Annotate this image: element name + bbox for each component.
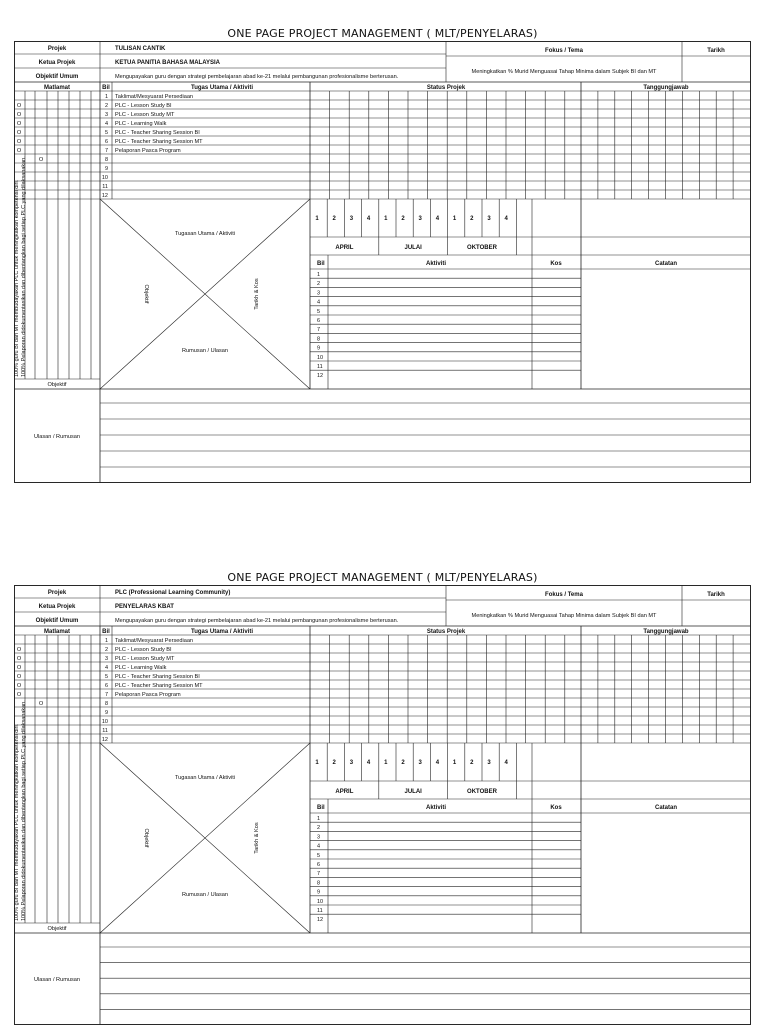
aktiviti-number: 3 — [317, 290, 321, 297]
ketua-projek-label: Ketua Projek — [38, 604, 76, 610]
aktiviti-number: 10 — [317, 354, 324, 361]
row-marker: O — [16, 656, 22, 662]
objective-vertical-1: 100% guru BI dan MT membudayakan PLC untuk meningkatkan kompetensi diri. — [14, 179, 20, 377]
week-number: 2 — [470, 760, 474, 766]
projek-value: PLC (Professional Learning Community) — [115, 590, 231, 596]
row-marker: O — [16, 674, 22, 680]
month-label: JULAI — [404, 245, 422, 251]
task-name: PLC - Lesson Study MT — [115, 656, 175, 662]
aktiviti-bil-header: Bil — [317, 261, 325, 267]
aktiviti-number: 9 — [317, 889, 321, 896]
aktiviti-number: 4 — [317, 299, 321, 306]
row-marker: O — [16, 148, 22, 154]
x-label-left: Objektif — [143, 828, 149, 848]
task-number: 6 — [104, 683, 108, 689]
task-name: PLC - Lesson Study BI — [115, 103, 172, 109]
opm-grid — [14, 41, 751, 483]
aktiviti-number: 2 — [317, 825, 321, 832]
task-number: 9 — [104, 166, 108, 172]
page-title: ONE PAGE PROJECT MANAGEMENT ( MLT/PENYELARAS) — [227, 571, 538, 584]
objektif-umum-label: Objektif Umum — [35, 74, 79, 80]
aktiviti-number: 11 — [317, 364, 323, 370]
task-name: Taklimat/Mesyuarat Persediaan — [115, 94, 194, 100]
task-number: 2 — [104, 103, 108, 109]
ketua-projek-value: KETUA PANITIA BAHASA MALAYSIA — [115, 60, 221, 66]
matlamat-header: Matlamat — [43, 629, 71, 635]
week-number: 2 — [401, 216, 405, 222]
task-number: 4 — [104, 665, 108, 671]
week-number: 4 — [435, 216, 440, 222]
aktiviti-number: 7 — [317, 871, 321, 878]
week-number: 4 — [435, 760, 440, 766]
tugas-utama-header: Tugas Utama / Aktiviti — [190, 629, 254, 635]
objektif-label: Objektif — [47, 382, 67, 388]
row-marker: O — [16, 121, 22, 127]
x-label-right: Tarikh & Kos — [254, 278, 260, 310]
week-number: 4 — [366, 760, 371, 766]
week-number: 2 — [332, 216, 336, 222]
row-marker: O — [16, 647, 22, 653]
task-number: 9 — [104, 710, 108, 716]
objective-vertical-2: 100% Pelaporan didokumentasikan dan dibentangkan bagi setiap PLC yang dilaksanakan. — [21, 700, 27, 921]
week-number: 1 — [315, 760, 319, 766]
row-marker: O — [16, 665, 22, 671]
task-name: PLC - Learning Walk — [115, 121, 167, 127]
aktiviti-number: 9 — [317, 345, 321, 352]
ulasan-rumusan-label: Ulasan / Rumusan — [33, 977, 81, 983]
catatan-header: Catatan — [654, 261, 678, 267]
task-name: PLC - Learning Walk — [115, 665, 167, 671]
aktiviti-number: 6 — [317, 318, 321, 324]
task-number: 5 — [104, 674, 108, 680]
week-number: 2 — [401, 760, 405, 766]
aktiviti-number: 4 — [317, 843, 321, 850]
aktiviti-number: 5 — [317, 852, 321, 859]
objektif-umum-label: Objektif Umum — [35, 618, 79, 624]
task-name: Pelaporan Pasca Program — [115, 148, 181, 154]
x-label-bottom: Rumusan / Ulasan — [181, 348, 229, 354]
task-number: 10 — [101, 719, 108, 725]
task-number: 6 — [104, 139, 108, 145]
task-name: PLC - Teacher Sharing Session MT — [115, 139, 203, 145]
week-number: 4 — [504, 760, 508, 766]
month-label: APRIL — [335, 245, 354, 251]
task-number: 8 — [104, 157, 108, 163]
bil-header: Bil — [102, 85, 110, 91]
x-label-top: Tugasan Utama / Aktiviti — [174, 775, 236, 781]
aktiviti-number: 1 — [317, 272, 321, 278]
aktiviti-header: Aktiviti — [425, 805, 447, 811]
row-marker: O — [16, 103, 22, 109]
row-marker: O — [16, 112, 22, 118]
week-number: 1 — [452, 760, 457, 766]
task-name: PLC - Lesson Study BI — [115, 647, 172, 653]
tarikh-label: Tarikh — [707, 592, 725, 598]
matlamat-header: Matlamat — [43, 85, 71, 91]
objektif-umum-value: Mengupayakan guru dengan strategi pembelajaran abad ke-21 melalui pembangunan profesionalisme berterusan. — [115, 74, 399, 80]
task-number: 5 — [104, 130, 108, 136]
aktiviti-number: 3 — [317, 834, 321, 841]
fokus-tema-label: Fokus / Tema — [545, 592, 583, 598]
week-number: 4 — [366, 216, 371, 222]
task-number: 10 — [101, 175, 108, 181]
objective-vertical-2: 100% Pelaporan didokumentasikan dan dibentangkan bagi setiap PLC yang dilaksanakan. — [21, 156, 27, 377]
task-number: 12 — [101, 193, 108, 199]
tanggungjawab-header: Tanggungjawab — [643, 629, 689, 635]
task-number: 12 — [101, 737, 108, 743]
row-marker: O — [16, 683, 22, 689]
week-number: 3 — [418, 216, 422, 222]
aktiviti-header: Aktiviti — [425, 261, 447, 267]
month-label: OKTOBER — [467, 245, 497, 251]
task-name: Taklimat/Mesyuarat Persediaan — [115, 638, 194, 644]
fokus-tema-label: Fokus / Tema — [545, 48, 583, 54]
aktiviti-number: 1 — [317, 816, 321, 822]
page-title: ONE PAGE PROJECT MANAGEMENT ( MLT/PENYELARAS) — [227, 27, 538, 40]
task-name: PLC - Lesson Study MT — [115, 112, 175, 118]
catatan-header: Catatan — [654, 805, 678, 811]
task-number: 11 — [102, 184, 108, 190]
aktiviti-number: 8 — [317, 880, 321, 887]
ketua-projek-value: PENYELARAS KBAT — [115, 604, 174, 610]
ulasan-rumusan-label: Ulasan / Rumusan — [33, 434, 81, 440]
kos-header: Kos — [550, 261, 562, 267]
objective-vertical-1: 100% guru BI dan MT membudayakan PLC untuk meningkatkan kompetensi diri. — [14, 723, 20, 921]
task-number: 2 — [104, 647, 108, 653]
tanggungjawab-header: Tanggungjawab — [643, 85, 689, 91]
week-number: 2 — [332, 760, 336, 766]
kos-header: Kos — [550, 805, 562, 811]
week-number: 1 — [384, 760, 388, 766]
month-label: APRIL — [335, 789, 354, 795]
objektif-umum-value: Mengupayakan guru dengan strategi pembelajaran abad ke-21 melalui pembangunan profesionalisme berterusan. — [115, 618, 399, 624]
task-number: 1 — [104, 638, 108, 644]
row-marker: O — [16, 139, 22, 145]
task-name: PLC - Teacher Sharing Session BI — [115, 674, 200, 680]
aktiviti-number: 12 — [317, 373, 324, 380]
aktiviti-bil-header: Bil — [317, 805, 325, 811]
opm-grid — [14, 585, 751, 1025]
aktiviti-number: 6 — [317, 862, 321, 868]
tugas-utama-header: Tugas Utama / Aktiviti — [190, 85, 254, 91]
task-number: 1 — [104, 94, 108, 100]
x-label-bottom: Rumusan / Ulasan — [181, 892, 229, 898]
month-label: OKTOBER — [467, 789, 497, 795]
week-number: 1 — [315, 216, 319, 222]
task-name: Pelaporan Pasca Program — [115, 692, 181, 698]
week-number: 2 — [470, 216, 474, 222]
ketua-projek-label: Ketua Projek — [38, 60, 76, 66]
row-marker: O — [38, 701, 44, 707]
task-number: 11 — [102, 728, 108, 734]
projek-label: Projek — [47, 46, 67, 52]
week-number: 3 — [418, 760, 422, 766]
week-number: 1 — [384, 216, 388, 222]
row-marker: O — [16, 692, 22, 698]
week-number: 4 — [504, 216, 508, 222]
row-marker: O — [38, 157, 44, 163]
week-number: 3 — [349, 216, 354, 222]
projek-label: Projek — [47, 590, 67, 596]
x-label-right: Tarikh & Kos — [254, 822, 260, 854]
tarikh-label: Tarikh — [707, 48, 725, 54]
projek-value: TULISAN CANTIK — [115, 46, 166, 52]
month-label: JULAI — [404, 789, 422, 795]
x-label-top: Tugasan Utama / Aktiviti — [174, 231, 236, 237]
aktiviti-number: 12 — [317, 917, 324, 924]
aktiviti-number: 7 — [317, 327, 321, 334]
aktiviti-number: 2 — [317, 281, 321, 288]
task-number: 8 — [104, 701, 108, 707]
aktiviti-number: 11 — [317, 908, 323, 914]
aktiviti-number: 10 — [317, 898, 324, 905]
aktiviti-number: 8 — [317, 336, 321, 343]
objektif-label: Objektif — [47, 926, 67, 932]
task-number: 3 — [104, 112, 108, 118]
task-number: 7 — [104, 148, 108, 154]
week-number: 3 — [487, 216, 491, 222]
row-marker: O — [16, 130, 22, 136]
status-projek-header: Status Projek — [426, 85, 466, 91]
fokus-tema-value: Meningkatkan % Murid Menguasai Tahap Minima dalam Subjek BI dan MT — [471, 69, 657, 75]
week-number: 3 — [487, 760, 491, 766]
task-name: PLC - Teacher Sharing Session MT — [115, 683, 203, 689]
task-name: PLC - Teacher Sharing Session BI — [115, 130, 200, 136]
x-label-left: Objektif — [143, 284, 149, 304]
task-number: 4 — [104, 121, 108, 127]
task-number: 3 — [104, 656, 108, 662]
week-number: 3 — [349, 760, 354, 766]
task-number: 7 — [104, 692, 108, 698]
fokus-tema-value: Meningkatkan % Murid Menguasai Tahap Minima dalam Subjek BI dan MT — [471, 613, 657, 619]
aktiviti-number: 5 — [317, 308, 321, 315]
week-number: 1 — [452, 216, 457, 222]
status-projek-header: Status Projek — [426, 629, 466, 635]
bil-header: Bil — [102, 629, 110, 635]
